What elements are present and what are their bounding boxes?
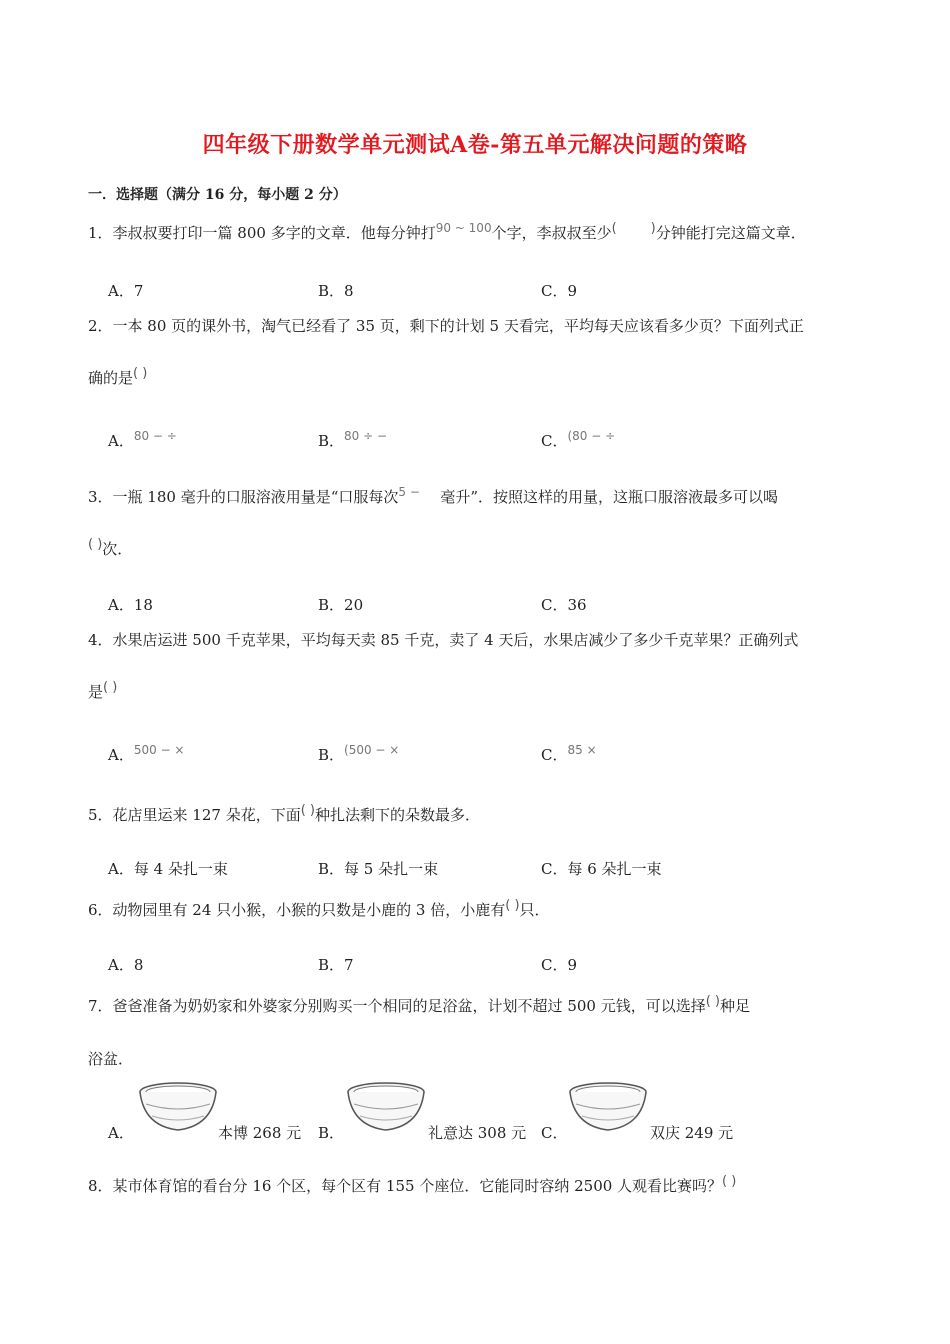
q3-option-b[interactable]: B．20 [318, 596, 364, 614]
q2-option-c-math: (80 − ÷ [567, 429, 616, 443]
q7-option-c-label: 双庆 249 元 [650, 1124, 734, 1142]
q3-math: 5 − [398, 485, 420, 499]
question-4-line-1: 4．水果店运进 500 千克苹果，平均每天卖 85 千克，卖了 4 天后，水果店减少了多少千克苹果？正确列式 [88, 631, 799, 649]
q5-answer-blank[interactable]: ( ) [300, 803, 315, 818]
q1-answer-blank[interactable]: ( ) [611, 221, 656, 236]
q3-text-pre: 3．一瓶 180 毫升的口服溶液用量是“口服每次 [88, 488, 399, 506]
question-2-line-1: 2．一本 80 页的课外书，淘气已经看了 35 页，剩下的计划 5 天看完，平均每天应该看多少页？下面列式正 [88, 317, 804, 335]
q3-answer-blank[interactable]: ( ) [88, 537, 103, 552]
question-1 [88, 222, 806, 243]
q1-text-post: 分钟能打完这篇文章． [655, 224, 806, 242]
question-3-line-1 [88, 486, 778, 507]
q4-option-b[interactable]: B．$^{(500 - \times}$ [318, 743, 400, 764]
foot-basin-b-image [346, 1080, 426, 1138]
q5-option-a[interactable]: A．每 4 朵扎一束 [108, 860, 228, 878]
q6-option-a[interactable]: A．8 [108, 956, 144, 974]
q3-option-c[interactable]: C．36 [541, 596, 587, 614]
q5-text-post: 种扎法剩下的朵数最多． [315, 806, 481, 824]
question-7-line-2: 浴盆． [88, 1050, 134, 1068]
question-3-line-2 [88, 538, 132, 559]
q6-answer-blank[interactable]: ( ) [505, 898, 520, 913]
q1-math: 90 ~ 100 [435, 221, 492, 235]
q1-text-mid: 个字，李叔叔至少 [491, 224, 612, 242]
q3-option-a[interactable]: A．18 [108, 596, 153, 614]
question-8 [88, 1175, 736, 1196]
q6-option-b[interactable]: B．7 [318, 956, 354, 974]
q7-option-a-letter[interactable]: A． [108, 1124, 134, 1142]
q6-text-post: 只． [519, 901, 550, 919]
q8-answer-blank[interactable]: ( ) [722, 1174, 737, 1189]
q2-answer-blank[interactable]: ( ) [133, 366, 148, 381]
q1-option-c[interactable]: C．9 [541, 282, 578, 300]
q2-text-line2: 确的是 [88, 369, 134, 387]
q1-text-pre: 1．李叔叔要打印一篇 800 多字的文章．他每分钟打 [88, 224, 436, 242]
q2-option-b-math: 80 ÷ − [344, 429, 388, 443]
q5-text-pre: 5．花店里运来 127 朵花，下面 [88, 806, 301, 824]
q3-text-line2: 次． [102, 540, 133, 558]
foot-basin-a-image [138, 1080, 218, 1138]
q6-option-c[interactable]: C．9 [541, 956, 578, 974]
q2-option-a-math: 80 − ÷ [133, 429, 177, 443]
page-title: 四年级下册数学单元测试A卷-第五单元解决问题的策略 [202, 132, 748, 158]
q7-text-pre: 7．爸爸准备为奶奶家和外婆家分别购买一个相同的足浴盆，计划不超过 500 元钱，可以选择 [88, 997, 706, 1015]
q7-text-post: 种足 [720, 997, 751, 1015]
q2-option-a[interactable]: A．$^{80 - \div}$ [108, 429, 177, 450]
q7-option-c-letter[interactable]: C． [541, 1124, 568, 1142]
foot-basin-c-image [568, 1080, 648, 1138]
q5-option-c[interactable]: C．每 6 朵扎一束 [541, 860, 662, 878]
question-7-line-1 [88, 995, 750, 1016]
q6-text-pre: 6．动物园里有 24 只小猴，小猴的只数是小鹿的 3 倍，小鹿有 [88, 901, 506, 919]
q1-option-b[interactable]: B．8 [318, 282, 354, 300]
q5-option-b[interactable]: B．每 5 朵扎一束 [318, 860, 439, 878]
question-6 [88, 899, 550, 920]
q7-option-b-letter[interactable]: B． [318, 1124, 345, 1142]
q7-option-b-label: 礼意达 308 元 [428, 1124, 527, 1142]
q4-option-a-math: 500 − × [133, 743, 185, 757]
q4-answer-blank[interactable]: ( ) [103, 680, 118, 695]
question-2-line-2 [88, 367, 147, 388]
q3-text-post: 毫升”．按照这样的用量，这瓶口服溶液最多可以喝 [440, 488, 779, 506]
q4-option-b-math: (500 − × [344, 743, 400, 757]
q4-text-line2: 是 [88, 683, 104, 701]
section-heading: 一．选择题（满分 16 分，每小题 2 分） [88, 187, 347, 203]
q4-option-c-math: 85 × [567, 743, 597, 757]
q1-option-a[interactable]: A．7 [108, 282, 144, 300]
q4-option-c[interactable]: C．$^{85 \times}$ [541, 743, 597, 764]
q7-answer-blank[interactable]: ( ) [705, 994, 720, 1009]
q8-text-pre: 8．某市体育馆的看台分 16 个区，每个区有 155 个座位．它能同时容纳 2500 人观看比赛吗？ [88, 1177, 723, 1195]
q7-option-a-label: 本博 268 元 [218, 1124, 302, 1142]
question-4-line-2 [88, 681, 117, 702]
q2-option-b[interactable]: B．$^{80 \div -}$ [318, 429, 388, 450]
question-5 [88, 804, 480, 825]
q2-option-c[interactable]: C．$^{(80 - \div}$ [541, 429, 616, 450]
q4-option-a[interactable]: A．$^{500 - \times}$ [108, 743, 185, 764]
